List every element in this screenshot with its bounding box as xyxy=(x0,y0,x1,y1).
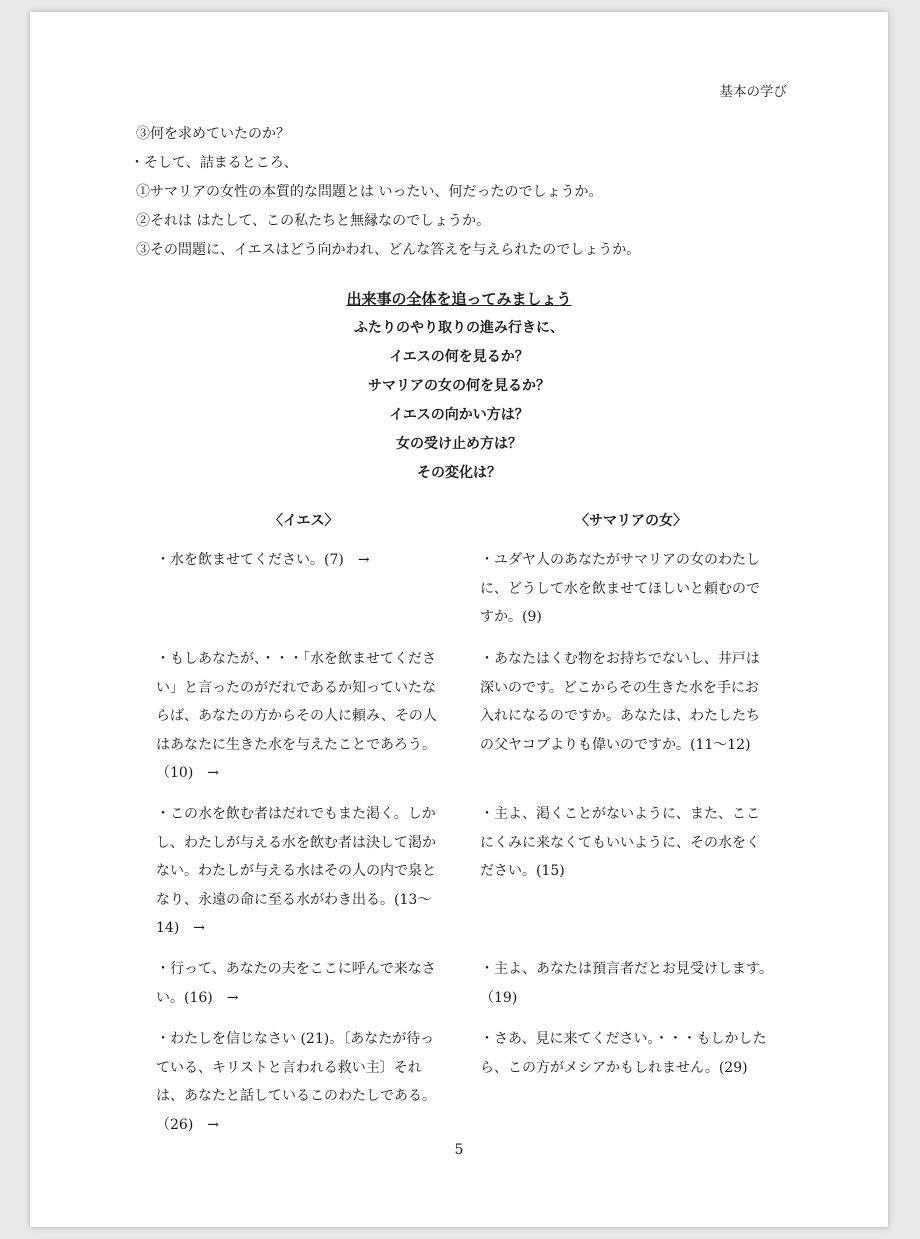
statement-line: ・主よ、あなたは預言者だとお見受けします。 xyxy=(480,961,773,977)
statement-line: ・あなたはくむ物をお持ちでないし、井戸は xyxy=(480,651,760,667)
statement-line: なり、永遠の命に至る水がわき出る。(13〜 xyxy=(156,891,432,908)
jesus-statement xyxy=(156,645,456,788)
statement-line: い」と言ったのがだれであるか知っていたな xyxy=(156,679,436,696)
woman-statement xyxy=(480,1025,790,1082)
statement-line: は、あなたと話しているこのわたしである。 xyxy=(156,1088,436,1104)
statement-line: はあなたに生きた水を与えたことであろう。 xyxy=(156,736,436,753)
statement-line: らば、あなたの方からその人に頼み、その人 xyxy=(156,708,437,724)
section-question: イエスの何を見るか？ xyxy=(389,349,529,365)
statement-line: ・主よ、渇くことがないように、また、ここ xyxy=(480,806,760,822)
statement-line: ・さあ、見に来てください。・・・もしかした xyxy=(480,1031,767,1047)
intro-line: ③その問題に、イエスはどう向かわれ、どんな答えを与えられたのでしょうか。 xyxy=(136,242,641,258)
section-title: 出来事の全体を追ってみましょう xyxy=(346,290,572,308)
section-question: その変化は？ xyxy=(417,465,501,481)
jesus-statement xyxy=(156,546,456,575)
section-question: サマリアの女の何を見るか？ xyxy=(368,378,550,394)
statement-line: の父ヤコブよりも偉いのですか。(11〜12) xyxy=(480,736,751,753)
section-question: 女の受け止め方は？ xyxy=(396,436,522,452)
intro-line: ①サマリアの女性の本質的な問題とは いったい、何だったのでしょうか。 xyxy=(136,184,603,200)
statement-line: に、どうして水を飲ませてほしいと頼むので xyxy=(480,580,760,597)
statement-line: （19) xyxy=(480,989,518,1006)
page-number: 5 xyxy=(454,1142,464,1158)
statement-line: ている、キリストと言われる救い主〕それ xyxy=(156,1059,422,1076)
statement-line: ない。わたしが与える水はその人の内で泉と xyxy=(156,863,436,879)
jesus-statement xyxy=(156,955,456,1012)
statement-line: し、わたしが与える水を飲む者は決して渇か xyxy=(156,834,436,851)
statement-line: ・もしあなたが、・・・「水を飲ませてくださ xyxy=(156,651,436,667)
woman-statement xyxy=(480,546,790,632)
jesus-statement xyxy=(156,1025,456,1139)
statement-line: い。(16) → xyxy=(156,989,239,1006)
statement-line: ・わたしを信じなさい (21)。〔あなたが待っ xyxy=(156,1031,435,1047)
statement-line: ・水を飲ませてください。(7) → xyxy=(156,552,370,568)
jesus-statement xyxy=(156,800,456,943)
statement-line: （10) → xyxy=(156,765,220,781)
section-question: イエスの向かい方は？ xyxy=(389,407,529,423)
statement-line: 14) → xyxy=(156,920,206,936)
intro-list xyxy=(130,120,816,265)
document-page xyxy=(30,12,888,1227)
statement-line: ださい。(15) xyxy=(480,863,565,879)
statement-line: 深いのです。どこからその生きた水を手にお xyxy=(480,679,759,696)
section-question: ふたりのやり取りの進み行きに、 xyxy=(354,320,564,336)
section-heading-block xyxy=(30,285,888,488)
statement-line: ・この水を飲む者はだれでもまた渇く。しか xyxy=(156,806,436,822)
intro-line: ・そして、詰まるところ、 xyxy=(130,155,298,171)
statement-line: 入れになるのですか。あなたは、わたしたち xyxy=(480,708,760,724)
intro-line: ③何を求めていたのか？ xyxy=(136,126,290,142)
header-label: 基本の学び xyxy=(719,84,787,100)
woman-statement xyxy=(480,955,790,1012)
intro-line: ②それは はたして、この私たちと無縁なのでしょうか。 xyxy=(136,213,491,229)
statement-line: ・ユダヤ人のあなたがサマリアの女のわたし xyxy=(480,552,760,568)
column-header-jesus: 〈イエス〉 xyxy=(269,513,339,529)
woman-statement xyxy=(480,645,790,759)
statement-line: ら、この方がメシアかもしれません。(29) xyxy=(480,1059,748,1076)
column-header-woman: 〈サマリアの女〉 xyxy=(575,513,687,529)
statement-line: ・行って、あなたの夫をここに呼んで来なさ xyxy=(156,961,436,977)
statement-line: すか。(9) xyxy=(480,609,542,625)
woman-statement xyxy=(480,800,790,886)
statement-line: にくみに来なくてもいいように、その水をく xyxy=(480,834,760,851)
statement-line: （26) → xyxy=(156,1116,220,1133)
